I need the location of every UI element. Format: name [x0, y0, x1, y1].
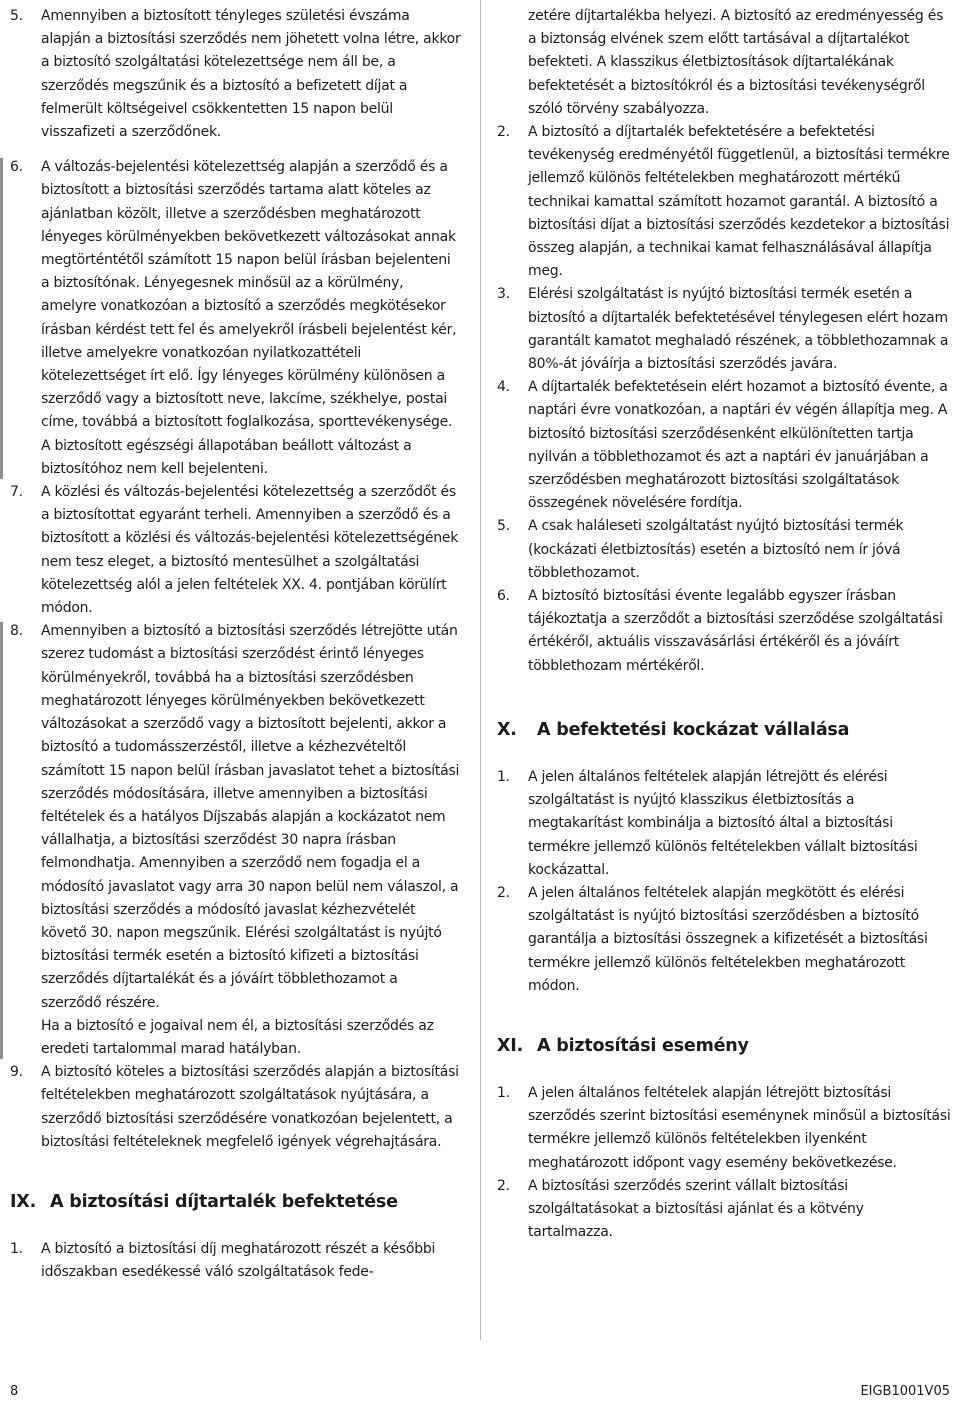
section-xi-heading — [497, 1034, 951, 1058]
item-number: 6. — [10, 159, 23, 176]
item-number: 7. — [10, 484, 23, 501]
item-text: A változás-bejelentési kötelezettség alapján a szerződő és a biztosított a biztosítási szerződés tartama alatt köteles az ajánlatban közölt, illetve a szerződésben meghatározott lényeges körülményekben bekövetkezett változásokat annak megtörténtétől számított 15 napon belül írásban bejelenteni a biztosítónak. Lényegesnek minősül az a körülmény, amelyre vonatkozóan a biztosító a szerződés megkötésekor írásban kérdést tett fel és amelyekről írásbeli bejelentést kér, illetve amelyekre vonatkozóan nyilatkozattételi kötelezettséget írt elő. Így lényeges körülmény különösen a szerződő vagy a biztosított neve, lakcíme, székhelye, postai címe, továbbá a biztosított foglalkozása, sporttevékenysége. A biztosított egészségi állapotában beállott változást a biztosítóhoz nem kell bejelenteni. — [41, 159, 457, 477]
list-item — [10, 5, 462, 144]
left-column — [10, 5, 462, 1284]
item-text: A csak haláleseti szolgáltatást nyújtó biztosítási termék (kockázati életbiztosítás) esetén a biztosító nem ír jóvá többlethozamot. — [528, 518, 904, 581]
item-number: 4. — [497, 379, 510, 396]
left-item-list — [10, 5, 462, 1154]
list-item — [497, 121, 951, 283]
item-text: Amennyiben a biztosító a biztosítási szerződés létrejötte után szerez tudomást a biztosítási szerződést érintő lényeges körülményekről, továbbá ha a biztosítási szerződésben meghatározott lényeges körülményekben bekövetkezett változásokat a szerződő vagy a biztosított bejelenti, akkor a biztosító a tudomásszerzéstől, illetve a kézhezvételtől számított 15 napon belül írásban javaslatot tehet a biztosítási szerződés módosítására, illetve amennyiben a biztosítási feltételek és a hatályos Díjszabás alapján a kockázatot nem vállalhatja, a biztosítási szerződést 30 napra írásban felmondhatja. Amennyiben a szerződő nem fogadja el a módosító javaslatot vagy arra 30 napon belül nem válaszol, a biztosítási szerződés a módosító javaslat kézhezvételét követő 30. napon megszűnik. Elérési szolgáltatást is nyújtó biztosítási termék esetén a biztosító kifizeti a biztosítási szerződés díjtartalékát és a jóváírt többlethozamot a szerződő részére. — [41, 623, 460, 1011]
list-item — [10, 620, 462, 1061]
section-ix-number: IX. — [10, 1191, 37, 1212]
section-ix-item-1-continuation: zetére díjtartalékba helyezi. A biztosító az eredményesség és a biztonság elvének szem előtt tartásával a díjtartalékot befekteti. A klasszikus életbiztosítások díjtartalékának befektetését a biztosítókról és a biztosítási tevékenységről szóló törvény szabályozza. — [528, 8, 944, 117]
section-x-number: X. — [497, 719, 517, 740]
list-item — [497, 515, 951, 585]
item-text: A biztosító köteles a biztosítási szerződés alapján a biztosítási feltételekben meghatározott szolgáltatások nyújtására, a szerződő biztosítási szerződésére vonatkozóan bejelentett, a biztosítási feltételeknek megfelelő igények végrehajtására. — [41, 1064, 459, 1150]
list-item — [10, 1061, 462, 1154]
item-text: Ha a biztosító e jogaival nem él, a biztosítási szerződés az eredeti tartalommal marad hatályban. — [41, 1017, 434, 1057]
item-number: 6. — [497, 588, 510, 605]
list-item — [497, 1082, 951, 1175]
item-text: A biztosítási szerződés szerint vállalt biztosítási szolgáltatásokat a biztosítási ajánlat és a kötvény tartalmazza. — [528, 1177, 864, 1241]
section-ix-heading — [10, 1190, 462, 1214]
document-code: EIGB1001V05 — [860, 1384, 950, 1399]
item-number: 2. — [497, 884, 510, 901]
list-item — [497, 283, 951, 376]
right-column — [497, 5, 951, 1244]
section-ix-item-1 — [10, 1238, 462, 1284]
list-item — [497, 1175, 951, 1245]
list-item — [497, 585, 951, 678]
item-number: 2. — [497, 1177, 510, 1194]
item-text: A jelen általános feltételek alapján létrejött és elérési szolgáltatást is nyújtó klasszikus életbiztosítás a megtakarítást kombinálja a biztosító által a biztosítási termékre jellemző különös feltételekben vállalt biztosítási kockázattal. — [528, 768, 918, 878]
section-x-items — [497, 766, 951, 998]
item-number: 5. — [10, 8, 23, 24]
list-item — [497, 882, 951, 998]
item-number: 2. — [497, 124, 510, 141]
item-text: Amennyiben a biztosított tényleges születési évszáma alapján a biztosítási szerződés nem jöhetett volna létre, akkor a biztosító szolgáltatási kötelezettsége nem áll be, a szerződés megszűnik és a biztosító a befizetett díjat a felmerült költségeivel csökkentetten 15 napon belül visszafizeti a szerződőnek. — [41, 8, 461, 141]
section-xi-items — [497, 1082, 951, 1244]
item-number: 9. — [10, 1064, 23, 1081]
item-number: 5. — [497, 518, 510, 535]
list-item — [497, 766, 951, 882]
item-number: 1. — [497, 768, 510, 785]
section-xi-number: XI. — [497, 1035, 524, 1056]
item-text: A biztosító a díjtartalék befektetésére a befektetési tevékenység eredményétől függetlenül, a biztosítási termékre jellemző különös feltételekben meghatározott mértékű technikai kamattal számított hozamot garantál. A biztosító a biztosítási díjat a biztosítási szerződés kezdetekor a biztosítási összeg alapján, a technikai kamat felhasználásával állapítja meg. — [528, 124, 950, 280]
section-xi-title: A biztosítási esemény — [537, 1035, 749, 1056]
list-item — [497, 376, 951, 515]
section-ix-title: A biztosítási díjtartalék befektetése — [50, 1191, 398, 1212]
list-item — [10, 156, 462, 481]
list-item — [10, 481, 462, 620]
item-text: A közlési és változás-bejelentési kötelezettség a szerződőt és a biztosítottat egyaránt terheli. Amennyiben a szerződő és a biztosított a közlési és változás-bejelentési kötelezettségének nem tesz eleget, a biztosító mentesülhet a szolgáltatási kötelezettség alól a jelen feltételek XX. 4. pontjában körülírt módon. — [41, 484, 459, 617]
section-ix-items — [497, 121, 951, 678]
item-number: 3. — [497, 286, 510, 303]
item-text: Elérési szolgáltatást is nyújtó biztosítási termék esetén a biztosító a díjtartalék befektetésével ténylegesen elért hozam garantált kamatot meghaladó részének, a többlethozamnak a 80%-át jóváírja a biztosítási szerződés javára. — [528, 286, 949, 373]
item-text: A biztosító biztosítási évente legalább egyszer írásban tájékoztatja a szerződőt a biztosítási szerződése szolgáltatási értékéről, aktuális visszavásárlási értékéről és a jóváírt többlethozam mértékéről. — [528, 588, 943, 674]
item-text: A jelen általános feltételek alapján létrejött biztosítási szerződés szerint biztosítási eseménynek minősül a biztosítási termékre jellemző különös feltételekben ilyenként meghatározott időpont vagy esemény bekövetkezése. — [528, 1084, 951, 1171]
item-text: A biztosító a biztosítási díj meghatározott részét a későbbi időszakban esedékessé váló szolgáltatások fede- — [41, 1240, 436, 1281]
item-text: A díjtartalék befektetésein elért hozamot a biztosító évente, a naptári évre vonatkozóan, a naptári év végén állapítja meg. A biztosító biztosítási szerződésenként elkülönítetten tartja nyilván a többlethozamot és azt a naptári év januárjában a szerződésben meghatározott biztosítási szolgáltatások összegének növelésére fordítja. — [528, 379, 948, 512]
item-number: 8. — [10, 623, 23, 640]
column-divider — [480, 0, 481, 1340]
section-x-title: A befektetési kockázat vállalása — [537, 719, 850, 740]
item-text: A jelen általános feltételek alapján megkötött és elérési szolgáltatást is nyújtó biztosítási szerződésben a biztosító garantálja a biztosítási összegnek a kifizetését a biztosítási termékre jellemző különös feltételekben meghatározott módon. — [528, 884, 928, 994]
item-number: 1. — [10, 1240, 23, 1257]
page-number: 8 — [10, 1384, 19, 1399]
section-x-heading — [497, 718, 951, 742]
item-number: 1. — [497, 1084, 510, 1101]
